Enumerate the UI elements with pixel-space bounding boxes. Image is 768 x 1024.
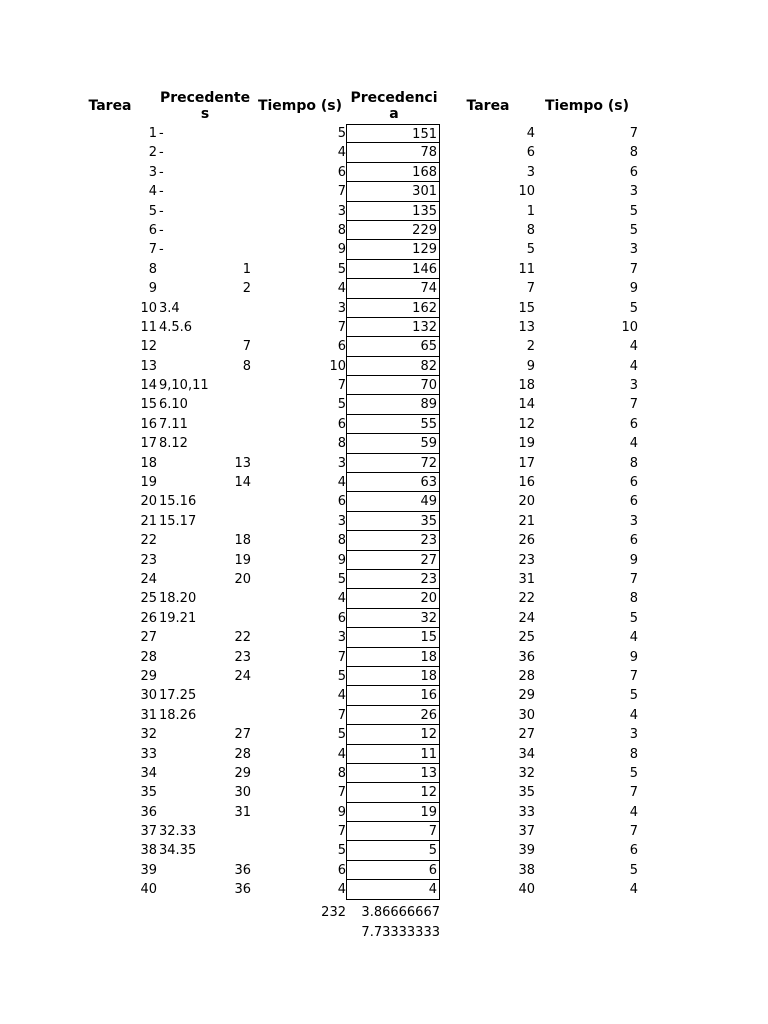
tarea-2-cell: 18: [518, 378, 535, 394]
precedencia-cell: 35: [346, 512, 440, 531]
tarea-2-cell: 30: [518, 707, 535, 723]
table-row: [0, 318, 768, 337]
tiempo-cell: 4: [337, 591, 346, 607]
tarea-cell: 30: [140, 688, 157, 704]
tarea-cell: 40: [140, 882, 157, 898]
tarea-cell: 10: [140, 300, 157, 316]
tiempo-cell: 7: [337, 824, 346, 840]
table-row: [0, 163, 768, 182]
tarea-cell: 28: [140, 649, 157, 665]
tiempo-2-cell: 8: [629, 746, 638, 762]
tarea-2-cell: 34: [518, 746, 535, 762]
precedentes-cell: 36: [234, 882, 251, 898]
tiempo-cell: 7: [337, 707, 346, 723]
precedentes-cell: 19: [234, 552, 251, 568]
tiempo-cell: 8: [337, 222, 346, 238]
tarea-2-cell: 19: [518, 436, 535, 452]
tiempo-2-cell: 6: [629, 533, 638, 549]
tiempo-2-cell: 4: [629, 358, 638, 374]
precedentes-cell: 23: [234, 649, 251, 665]
precedentes-cell: 28: [234, 746, 251, 762]
tiempo-cell: 8: [337, 436, 346, 452]
precedencia-cell: 72: [346, 454, 440, 473]
table-row: [0, 143, 768, 162]
precedentes-cell: 8: [242, 358, 251, 374]
data-table: [0, 124, 768, 900]
tiempo-cell: 9: [337, 552, 346, 568]
tarea-2-cell: 10: [518, 184, 535, 200]
tiempo-cell: 4: [337, 475, 346, 491]
precedencia-cell: 78: [346, 143, 440, 162]
tiempo-cell: 4: [337, 688, 346, 704]
tiempo-cell: 6: [337, 416, 346, 432]
precedencia-cell: 82: [346, 357, 440, 376]
tiempo-2-cell: 4: [629, 707, 638, 723]
precedentes-cell: 18.26: [159, 707, 197, 723]
precedentes-cell: 15.16: [159, 494, 197, 510]
tiempo-cell: 3: [337, 300, 346, 316]
tiempo-2-cell: 7: [629, 668, 638, 684]
tarea-cell: 11: [140, 319, 157, 335]
tiempo-total: 232: [321, 905, 346, 920]
tarea-2-cell: 20: [518, 494, 535, 510]
tiempo-2-cell: 5: [629, 300, 638, 316]
precedencia-cell: 162: [346, 299, 440, 318]
precedentes-cell: 31: [234, 804, 251, 820]
precedentes-cell: -: [159, 242, 164, 258]
tarea-cell: 2: [148, 145, 157, 161]
table-row: [0, 357, 768, 376]
tiempo-2-cell: 4: [629, 804, 638, 820]
tarea-cell: 36: [140, 804, 157, 820]
table-row: [0, 395, 768, 414]
tarea-cell: 3: [148, 164, 157, 180]
precedentes-cell: 34.35: [159, 843, 197, 859]
table-row: [0, 861, 768, 880]
tiempo-2-cell: 7: [629, 126, 638, 141]
tiempo-2-cell: 6: [629, 475, 638, 491]
tarea-2-cell: 25: [518, 630, 535, 646]
precedentes-cell: 8.12: [159, 436, 188, 452]
tiempo-2-cell: 4: [629, 339, 638, 355]
tiempo-cell: 4: [337, 145, 346, 161]
tarea-cell: 4: [148, 184, 157, 200]
tarea-cell: 23: [140, 552, 157, 568]
precedentes-cell: -: [159, 126, 164, 141]
tiempo-2-cell: 4: [629, 882, 638, 898]
tiempo-2-cell: 9: [629, 552, 638, 568]
tarea-cell: 18: [140, 455, 157, 471]
tarea-2-cell: 6: [526, 145, 535, 161]
table-row: [0, 337, 768, 356]
precedencia-cell: 27: [346, 551, 440, 570]
tiempo-cell: 7: [337, 378, 346, 394]
tarea-cell: 7: [148, 242, 157, 258]
tarea-2-cell: 7: [526, 281, 535, 297]
precedencia-cell: 49: [346, 492, 440, 511]
tiempo-2-cell: 6: [629, 494, 638, 510]
tarea-cell: 21: [140, 513, 157, 529]
tarea-cell: 14: [140, 378, 157, 394]
tarea-cell: 9: [148, 281, 157, 297]
tiempo-cell: 6: [337, 339, 346, 355]
tiempo-2-cell: 10: [621, 319, 638, 335]
tarea-cell: 15: [140, 397, 157, 413]
tarea-2-cell: 17: [518, 455, 535, 471]
table-row: [0, 279, 768, 298]
tiempo-2-cell: 5: [629, 203, 638, 219]
tarea-cell: 33: [140, 746, 157, 762]
table-row: [0, 221, 768, 240]
table-row: [0, 667, 768, 686]
tarea-2-cell: 37: [518, 824, 535, 840]
tarea-cell: 32: [140, 727, 157, 743]
tarea-2-cell: 8: [526, 222, 535, 238]
tarea-2-cell: 38: [518, 862, 535, 878]
tarea-2-cell: 5: [526, 242, 535, 258]
precedentes-cell: -: [159, 222, 164, 238]
tarea-2-cell: 39: [518, 843, 535, 859]
header-tarea: Tarea: [88, 98, 132, 114]
tarea-cell: 1: [148, 126, 157, 141]
tiempo-cell: 5: [337, 727, 346, 743]
precedentes-cell: 36: [234, 862, 251, 878]
precedencia-cell: 65: [346, 337, 440, 356]
tarea-2-cell: 21: [518, 513, 535, 529]
precedentes-cell: 14: [234, 475, 251, 491]
tarea-cell: 20: [140, 494, 157, 510]
precedencia-cell: 89: [346, 395, 440, 414]
precedencia-cell: 12: [346, 725, 440, 744]
tarea-2-cell: 29: [518, 688, 535, 704]
tiempo-2-cell: 5: [629, 222, 638, 238]
tarea-cell: 13: [140, 358, 157, 374]
tarea-2-cell: 11: [518, 261, 535, 277]
table-row: [0, 512, 768, 531]
tiempo-cell: 3: [337, 513, 346, 529]
table-row: [0, 706, 768, 725]
precedentes-cell: 29: [234, 765, 251, 781]
header-tiempo: Tiempo (s): [257, 98, 343, 114]
table-row: [0, 260, 768, 279]
precedencia-cell: 32: [346, 609, 440, 628]
tarea-2-cell: 14: [518, 397, 535, 413]
precedentes-cell: -: [159, 203, 164, 219]
precedencia-cell: 18: [346, 667, 440, 686]
table-row: [0, 686, 768, 705]
table-row: [0, 182, 768, 201]
header-tiempo-2: Tiempo (s): [544, 98, 630, 114]
precedencia-cell: 15: [346, 628, 440, 647]
table-row: [0, 783, 768, 802]
precedentes-cell: 7: [242, 339, 251, 355]
precedencia-cell: 63: [346, 473, 440, 492]
tarea-2-cell: 28: [518, 668, 535, 684]
precedentes-cell: -: [159, 184, 164, 200]
table-row: [0, 240, 768, 259]
precedencia-cell: 229: [346, 221, 440, 240]
tarea-cell: 17: [140, 436, 157, 452]
tarea-2-cell: 15: [518, 300, 535, 316]
tarea-cell: 16: [140, 416, 157, 432]
tarea-2-cell: 1: [526, 203, 535, 219]
precedencia-cell: 20: [346, 589, 440, 608]
precedentes-cell: 1: [242, 261, 251, 277]
precedencia-cell: 168: [346, 163, 440, 182]
tarea-2-cell: 16: [518, 475, 535, 491]
header-precedencia: Precedenci a: [350, 90, 438, 122]
precedencia-cell: 11: [346, 745, 440, 764]
precedencia-cell: 12: [346, 783, 440, 802]
precedencia-cell: 55: [346, 415, 440, 434]
precedentes-cell: 15.17: [159, 513, 197, 529]
tiempo-2-cell: 8: [629, 145, 638, 161]
tiempo-cell: 8: [337, 765, 346, 781]
tarea-2-cell: 35: [518, 785, 535, 801]
precedencia-cell: 129: [346, 240, 440, 259]
table-row: [0, 841, 768, 860]
table-row: [0, 822, 768, 841]
table-row: [0, 725, 768, 744]
table-row: [0, 648, 768, 667]
total-value-1: 3.86666667: [361, 905, 440, 920]
precedentes-cell: 18: [234, 533, 251, 549]
tiempo-2-cell: 5: [629, 765, 638, 781]
header-precedentes: Precedente s: [159, 90, 251, 122]
tiempo-cell: 9: [337, 242, 346, 258]
tiempo-2-cell: 8: [629, 591, 638, 607]
tarea-2-cell: 13: [518, 319, 535, 335]
tiempo-cell: 4: [337, 882, 346, 898]
tiempo-cell: 3: [337, 455, 346, 471]
tiempo-cell: 5: [337, 571, 346, 587]
tiempo-2-cell: 5: [629, 688, 638, 704]
precedentes-cell: 9,10,11: [159, 378, 209, 394]
tiempo-cell: 7: [337, 785, 346, 801]
tiempo-cell: 6: [337, 610, 346, 626]
tarea-cell: 37: [140, 824, 157, 840]
precedencia-cell: 74: [346, 279, 440, 298]
tarea-cell: 39: [140, 862, 157, 878]
precedencia-cell: 59: [346, 434, 440, 453]
precedentes-cell: -: [159, 145, 164, 161]
tiempo-cell: 4: [337, 746, 346, 762]
tarea-2-cell: 23: [518, 552, 535, 568]
tiempo-2-cell: 7: [629, 571, 638, 587]
tarea-cell: 5: [148, 203, 157, 219]
tiempo-cell: 7: [337, 184, 346, 200]
tiempo-cell: 5: [337, 126, 346, 141]
tarea-2-cell: 3: [526, 164, 535, 180]
precedentes-cell: 24: [234, 668, 251, 684]
tiempo-2-cell: 6: [629, 843, 638, 859]
tiempo-2-cell: 4: [629, 630, 638, 646]
table-row: [0, 589, 768, 608]
precedencia-cell: 23: [346, 570, 440, 589]
tiempo-cell: 5: [337, 261, 346, 277]
precedencia-cell: 146: [346, 260, 440, 279]
tiempo-2-cell: 3: [629, 184, 638, 200]
table-row: [0, 628, 768, 647]
precedencia-cell: 5: [346, 841, 440, 860]
tarea-cell: 12: [140, 339, 157, 355]
total-value-2: 7.73333333: [361, 925, 440, 940]
tarea-cell: 22: [140, 533, 157, 549]
table-row: [0, 570, 768, 589]
table-row: [0, 880, 768, 899]
tiempo-cell: 5: [337, 397, 346, 413]
tarea-cell: 31: [140, 707, 157, 723]
precedentes-cell: 32.33: [159, 824, 197, 840]
tarea-2-cell: 27: [518, 727, 535, 743]
tarea-cell: 24: [140, 571, 157, 587]
tiempo-cell: 5: [337, 843, 346, 859]
tiempo-2-cell: 3: [629, 242, 638, 258]
tiempo-2-cell: 4: [629, 436, 638, 452]
table-row: [0, 609, 768, 628]
tarea-2-cell: 9: [526, 358, 535, 374]
tarea-2-cell: 24: [518, 610, 535, 626]
tiempo-2-cell: 3: [629, 727, 638, 743]
tarea-cell: 38: [140, 843, 157, 859]
table-row: [0, 803, 768, 822]
tiempo-cell: 5: [337, 668, 346, 684]
tiempo-cell: 7: [337, 319, 346, 335]
tiempo-2-cell: 6: [629, 164, 638, 180]
tiempo-cell: 6: [337, 494, 346, 510]
tiempo-cell: 6: [337, 164, 346, 180]
table-row: [0, 376, 768, 395]
tarea-2-cell: 2: [526, 339, 535, 355]
table-row: [0, 764, 768, 783]
table-row: [0, 492, 768, 511]
precedentes-cell: 27: [234, 727, 251, 743]
table-row: [0, 202, 768, 221]
tiempo-cell: 4: [337, 281, 346, 297]
table-row: [0, 454, 768, 473]
tiempo-cell: 9: [337, 804, 346, 820]
tiempo-2-cell: 3: [629, 513, 638, 529]
precedentes-cell: 30: [234, 785, 251, 801]
header-tarea-2: Tarea: [466, 98, 510, 114]
precedencia-cell: 18: [346, 648, 440, 667]
precedentes-cell: 22: [234, 630, 251, 646]
tarea-2-cell: 31: [518, 571, 535, 587]
tiempo-2-cell: 9: [629, 281, 638, 297]
table-row: [0, 531, 768, 550]
precedentes-cell: 4.5.6: [159, 319, 193, 335]
tiempo-cell: 6: [337, 862, 346, 878]
precedentes-cell: 2: [242, 281, 251, 297]
table-row: [0, 434, 768, 453]
precedencia-cell: 13: [346, 764, 440, 783]
tarea-cell: 26: [140, 610, 157, 626]
tarea-2-cell: 40: [518, 882, 535, 898]
tiempo-cell: 3: [337, 630, 346, 646]
precedentes-cell: 6.10: [159, 397, 188, 413]
precedentes-cell: -: [159, 164, 164, 180]
tiempo-2-cell: 6: [629, 416, 638, 432]
tarea-2-cell: 36: [518, 649, 535, 665]
tarea-2-cell: 32: [518, 765, 535, 781]
precedencia-cell: 19: [346, 803, 440, 822]
tarea-cell: 25: [140, 591, 157, 607]
tiempo-2-cell: 7: [629, 785, 638, 801]
precedentes-cell: 7.11: [159, 416, 188, 432]
precedentes-cell: 20: [234, 571, 251, 587]
precedentes-cell: 18.20: [159, 591, 197, 607]
precedencia-cell: 7: [346, 822, 440, 841]
tiempo-2-cell: 8: [629, 455, 638, 471]
tarea-cell: 29: [140, 668, 157, 684]
tiempo-cell: 10: [329, 358, 346, 374]
tiempo-2-cell: 3: [629, 378, 638, 394]
precedencia-cell: 70: [346, 376, 440, 395]
precedencia-cell: 6: [346, 861, 440, 880]
tarea-2-cell: 33: [518, 804, 535, 820]
tarea-cell: 19: [140, 475, 157, 491]
tiempo-cell: 3: [337, 203, 346, 219]
precedencia-cell: 132: [346, 318, 440, 337]
tarea-2-cell: 4: [526, 126, 535, 141]
tarea-cell: 35: [140, 785, 157, 801]
tarea-2-cell: 22: [518, 591, 535, 607]
precedencia-cell: 16: [346, 686, 440, 705]
table-row: [0, 551, 768, 570]
precedencia-cell: 4: [346, 880, 440, 899]
table-row: [0, 745, 768, 764]
table-row: [0, 415, 768, 434]
tiempo-2-cell: 5: [629, 610, 638, 626]
tarea-cell: 27: [140, 630, 157, 646]
table-row: [0, 124, 768, 143]
tiempo-cell: 7: [337, 649, 346, 665]
precedentes-cell: 13: [234, 455, 251, 471]
precedentes-cell: 17.25: [159, 688, 197, 704]
tiempo-2-cell: 7: [629, 261, 638, 277]
table-row: [0, 299, 768, 318]
tarea-cell: 34: [140, 765, 157, 781]
tarea-2-cell: 12: [518, 416, 535, 432]
tiempo-2-cell: 9: [629, 649, 638, 665]
tarea-cell: 8: [148, 261, 157, 277]
precedentes-cell: 19.21: [159, 610, 197, 626]
tiempo-2-cell: 5: [629, 862, 638, 878]
tiempo-2-cell: 7: [629, 824, 638, 840]
tarea-cell: 6: [148, 222, 157, 238]
precedencia-cell: 151: [346, 124, 440, 143]
precedencia-cell: 26: [346, 706, 440, 725]
table-row: [0, 473, 768, 492]
precedencia-cell: 135: [346, 202, 440, 221]
precedencia-cell: 301: [346, 182, 440, 201]
tarea-2-cell: 26: [518, 533, 535, 549]
precedentes-cell: 3.4: [159, 300, 180, 316]
tiempo-2-cell: 7: [629, 397, 638, 413]
precedencia-cell: 23: [346, 531, 440, 550]
tiempo-cell: 8: [337, 533, 346, 549]
